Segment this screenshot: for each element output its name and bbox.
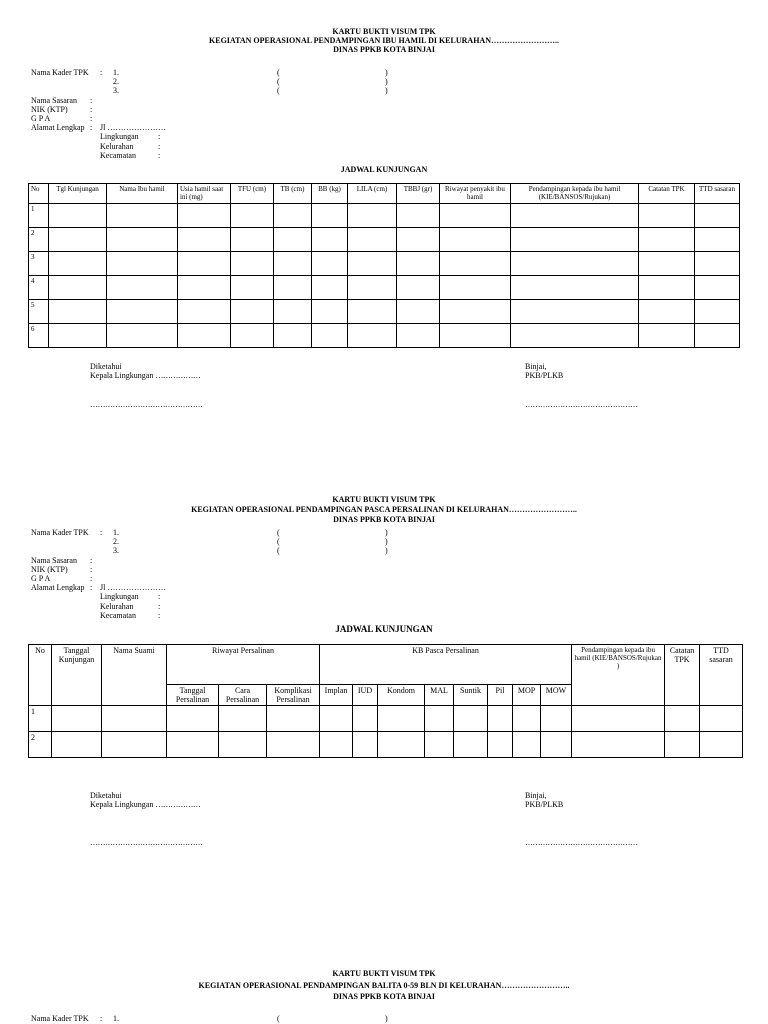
s2-jadwal-title: JADWAL KUNJUNGAN	[335, 624, 433, 634]
cell[interactable]	[348, 228, 397, 252]
cell[interactable]	[639, 276, 695, 300]
cell[interactable]	[178, 276, 231, 300]
s2-binjai: Binjai,	[525, 791, 547, 800]
cell[interactable]	[107, 204, 178, 228]
cell[interactable]	[348, 324, 397, 348]
col-header: No	[29, 184, 49, 204]
cell[interactable]	[348, 276, 397, 300]
cell[interactable]	[178, 252, 231, 276]
cell[interactable]	[425, 706, 454, 732]
cell[interactable]	[178, 204, 231, 228]
s1-identity-block	[31, 68, 431, 160]
cell[interactable]	[440, 228, 511, 252]
cell[interactable]	[511, 276, 639, 300]
paren-close: )	[385, 546, 388, 556]
colon: :	[158, 132, 161, 142]
s1-kepala-lingkungan	[90, 371, 200, 380]
label-gpa: G P A	[31, 573, 51, 583]
col-header: Riwayat penyakit ibu hamil	[440, 184, 511, 204]
kader-num-1: 1.	[113, 1014, 119, 1023]
cell[interactable]	[511, 204, 639, 228]
cell[interactable]	[107, 276, 178, 300]
row-number: 1	[29, 706, 52, 732]
cell[interactable]	[440, 324, 511, 348]
label-jl: Jl ………………….	[100, 583, 166, 593]
col-header: TB (cm)	[274, 184, 312, 204]
col-header: LILA (cm)	[348, 184, 397, 204]
cell[interactable]	[397, 204, 440, 228]
cell[interactable]	[378, 732, 425, 758]
table-row	[29, 276, 740, 300]
s3-identity-block	[31, 1014, 431, 1023]
sub-header: MOW	[541, 685, 572, 706]
s1-title: KARTU BUKTI VISUM TPK	[332, 27, 436, 36]
s1-agency: DINAS PPKB KOTA BINJAI	[333, 45, 435, 54]
cell[interactable]	[511, 324, 639, 348]
cell[interactable]	[397, 300, 440, 324]
cell[interactable]	[231, 228, 274, 252]
col-header: TTD sasaran	[695, 184, 740, 204]
cell[interactable]	[665, 706, 700, 732]
cell[interactable]	[49, 228, 107, 252]
table-row	[29, 252, 740, 276]
paren-open: (	[277, 537, 280, 547]
col-header: Tanggal Kunjungan	[52, 645, 102, 706]
row-number: 1	[29, 204, 49, 228]
table-row	[29, 324, 740, 348]
col-header: Catatan TPK	[639, 184, 695, 204]
col-header: Tgl Kunjungan	[49, 184, 107, 204]
cell[interactable]	[513, 706, 541, 732]
cell[interactable]	[178, 300, 231, 324]
cell[interactable]	[49, 204, 107, 228]
cell[interactable]	[397, 276, 440, 300]
col-header: BB (kg)	[312, 184, 348, 204]
s1-pkb: PKB/PLKB	[525, 371, 564, 380]
col-header: TTD sasaran	[700, 645, 743, 706]
paren-open: (	[277, 1014, 280, 1023]
cell[interactable]	[639, 300, 695, 324]
sub-header: MAL	[425, 685, 454, 706]
cell[interactable]	[572, 732, 665, 758]
cell[interactable]	[397, 228, 440, 252]
s2-header-row	[29, 645, 743, 685]
cell[interactable]	[454, 732, 488, 758]
cell[interactable]	[102, 732, 167, 758]
cell[interactable]	[49, 252, 107, 276]
s2-subtitle: KEGIATAN OPERASIONAL PENDAMPINGAN PASCA PERSALINAN DI KELURAHAN……………………..	[191, 505, 577, 514]
kader-num-2: 2.	[113, 77, 119, 87]
cell[interactable]	[107, 252, 178, 276]
kader-num-1: 1.	[113, 528, 119, 537]
table-row	[29, 204, 740, 228]
cell[interactable]	[639, 252, 695, 276]
label-alamat: Alamat Lengkap	[31, 123, 85, 133]
s2-identity-block	[31, 528, 431, 620]
cell[interactable]	[353, 706, 378, 732]
s1-binjai: Binjai,	[525, 362, 547, 371]
kader-num-3: 3.	[113, 546, 119, 556]
col-header: Catatan TPK	[665, 645, 700, 706]
cell[interactable]	[348, 300, 397, 324]
cell[interactable]	[513, 732, 541, 758]
colon: :	[158, 150, 161, 160]
label-kelurahan: Kelurahan	[100, 601, 134, 611]
sub-header: Implan	[320, 685, 353, 706]
table-row	[29, 732, 743, 758]
paren-open: (	[277, 68, 280, 77]
kader-num-1: 1.	[113, 68, 119, 77]
row-number: 2	[29, 732, 52, 758]
label-nik: NIK (KTP)	[31, 104, 68, 114]
cell[interactable]	[49, 300, 107, 324]
label-alamat: Alamat Lengkap	[31, 583, 85, 593]
s2-title: KARTU BUKTI VISUM TPK	[332, 495, 436, 504]
label-lingkungan: Lingkungan	[100, 132, 139, 142]
label-nama-kader: Nama Kader TPK	[31, 68, 89, 77]
sub-header: Cara Persalinan	[219, 685, 267, 706]
s2-sign-line-right: ………………………………………	[525, 838, 638, 847]
cell[interactable]	[274, 300, 312, 324]
kepala-dots: ………………	[155, 800, 201, 809]
cell[interactable]	[312, 204, 348, 228]
cell[interactable]	[52, 706, 102, 732]
s1-header-row	[29, 184, 740, 204]
col-header: No	[29, 645, 52, 706]
paren-close: )	[385, 1014, 388, 1023]
cell[interactable]	[397, 324, 440, 348]
cell[interactable]	[541, 706, 572, 732]
label-kelurahan: Kelurahan	[100, 141, 134, 151]
s2-pkb: PKB/PLKB	[525, 800, 564, 809]
sub-header: Kondom	[378, 685, 425, 706]
col-header: Usia hamil saat ini (mg)	[178, 184, 231, 204]
kader-num-3: 3.	[113, 86, 119, 96]
cell[interactable]	[274, 252, 312, 276]
cell[interactable]	[348, 252, 397, 276]
cell[interactable]	[440, 252, 511, 276]
cell[interactable]	[274, 228, 312, 252]
cell[interactable]	[511, 228, 639, 252]
colon: :	[158, 610, 161, 620]
paren-close: )	[385, 68, 388, 77]
paren-close: )	[385, 86, 388, 96]
colon: :	[90, 104, 93, 114]
cell[interactable]	[231, 300, 274, 324]
row-number: 4	[29, 276, 49, 300]
sub-header: MOP	[513, 685, 541, 706]
s1-sign-line-right: ………………………………………	[525, 400, 638, 409]
cell[interactable]	[312, 252, 348, 276]
kader-num-2: 2.	[113, 537, 119, 547]
cell[interactable]	[274, 324, 312, 348]
col-header: TFU (cm)	[231, 184, 274, 204]
colon: :	[158, 592, 161, 602]
col-header: Pendampingan kepada ibu hamil (KIE/BANSOS/Rujukan )	[572, 645, 665, 706]
kepala-dots: ………………	[155, 371, 201, 380]
col-header: KB Pasca Persalinan	[320, 645, 572, 685]
cell[interactable]	[231, 252, 274, 276]
colon: :	[100, 528, 103, 537]
cell[interactable]	[695, 204, 740, 228]
label-nama-kader: Nama Kader TPK	[31, 528, 89, 537]
cell[interactable]	[107, 324, 178, 348]
colon: :	[158, 141, 161, 151]
paren-close: )	[385, 77, 388, 87]
label-nama-kader: Nama Kader TPK	[31, 1014, 89, 1023]
colon: :	[90, 113, 93, 123]
cell[interactable]	[167, 732, 219, 758]
s2-diketahui: Diketahui	[90, 791, 122, 800]
table-row	[29, 228, 740, 252]
cell[interactable]	[274, 204, 312, 228]
cell[interactable]	[700, 706, 743, 732]
paren-close: )	[385, 537, 388, 547]
label-nik: NIK (KTP)	[31, 564, 68, 574]
table-row	[29, 706, 743, 732]
paren-open: (	[277, 528, 280, 537]
cell[interactable]	[665, 732, 700, 758]
paren-close: )	[385, 528, 388, 537]
cell[interactable]	[312, 324, 348, 348]
cell[interactable]	[440, 300, 511, 324]
colon: :	[100, 1014, 103, 1023]
cell[interactable]	[312, 228, 348, 252]
cell[interactable]	[52, 732, 102, 758]
col-header: Pendampingan kepada ibu hamil (KIE/BANSOS/Rujukan)	[511, 184, 639, 204]
cell[interactable]	[695, 228, 740, 252]
colon: :	[90, 583, 93, 593]
sub-header: IUD	[353, 685, 378, 706]
cell[interactable]	[107, 228, 178, 252]
kepala-label: Kepala Lingkungan	[90, 800, 154, 809]
col-header: TBBJ (gr)	[397, 184, 440, 204]
label-nama-sasaran: Nama Sasaran	[31, 555, 77, 565]
cell[interactable]	[312, 276, 348, 300]
s2-kepala-lingkungan	[90, 800, 200, 809]
cell[interactable]	[695, 276, 740, 300]
col-header: Nama Suami	[102, 645, 167, 706]
paren-open: (	[277, 546, 280, 556]
cell[interactable]	[700, 732, 743, 758]
cell[interactable]	[231, 204, 274, 228]
cell[interactable]	[639, 228, 695, 252]
label-nama-sasaran: Nama Sasaran	[31, 95, 77, 105]
cell[interactable]	[178, 228, 231, 252]
cell[interactable]	[511, 252, 639, 276]
cell[interactable]	[267, 706, 320, 732]
cell[interactable]	[167, 706, 219, 732]
cell[interactable]	[695, 252, 740, 276]
sub-header: Pil	[488, 685, 513, 706]
cell[interactable]	[695, 300, 740, 324]
cell[interactable]	[219, 732, 267, 758]
col-header: Nama Ibu hamil	[107, 184, 178, 204]
colon: :	[90, 123, 93, 133]
cell[interactable]	[219, 706, 267, 732]
cell[interactable]	[488, 732, 513, 758]
colon: :	[100, 68, 103, 77]
sub-header: Tanggal Persalinan	[167, 685, 219, 706]
cell[interactable]	[320, 732, 353, 758]
paren-open: (	[277, 86, 280, 96]
s3-subtitle: KEGIATAN OPERASIONAL PENDAMPINGAN BALITA 0-59 BLN DI KELURAHAN……………………..	[198, 981, 570, 990]
colon: :	[90, 573, 93, 583]
cell[interactable]	[353, 732, 378, 758]
cell[interactable]	[267, 732, 320, 758]
cell[interactable]	[49, 276, 107, 300]
s3-agency: DINAS PPKB KOTA BINJAI	[333, 992, 435, 1001]
cell[interactable]	[231, 276, 274, 300]
paren-open: (	[277, 77, 280, 87]
cell[interactable]	[397, 252, 440, 276]
cell[interactable]	[440, 204, 511, 228]
cell[interactable]	[488, 706, 513, 732]
cell[interactable]	[541, 732, 572, 758]
cell[interactable]	[107, 300, 178, 324]
kepala-label: Kepala Lingkungan	[90, 371, 154, 380]
s2-agency: DINAS PPKB KOTA BINJAI	[333, 515, 435, 524]
cell[interactable]	[639, 204, 695, 228]
colon: :	[90, 555, 93, 565]
cell[interactable]	[440, 276, 511, 300]
cell[interactable]	[49, 324, 107, 348]
label-lingkungan: Lingkungan	[100, 592, 139, 602]
cell[interactable]	[102, 706, 167, 732]
cell[interactable]	[378, 706, 425, 732]
cell[interactable]	[425, 732, 454, 758]
sub-header: Suntik	[454, 685, 488, 706]
cell[interactable]	[231, 324, 274, 348]
row-number: 2	[29, 228, 49, 252]
colon: :	[158, 601, 161, 611]
s1-sign-line-left: ………………………………………	[90, 400, 203, 409]
s1-visit-table	[28, 183, 740, 348]
label-gpa: G P A	[31, 113, 51, 123]
cell[interactable]	[312, 300, 348, 324]
colon: :	[90, 564, 93, 574]
label-jl: Jl ………………….	[100, 123, 166, 133]
cell[interactable]	[572, 706, 665, 732]
s1-jadwal-title: JADWAL KUNJUNGAN	[340, 165, 428, 174]
cell[interactable]	[348, 204, 397, 228]
cell[interactable]	[639, 324, 695, 348]
cell[interactable]	[511, 300, 639, 324]
s2-sign-line-left: ………………………………………	[90, 838, 203, 847]
colon: :	[90, 95, 93, 105]
cell[interactable]	[178, 324, 231, 348]
cell[interactable]	[454, 706, 488, 732]
s1-diketahui: Diketahui	[90, 362, 122, 371]
cell[interactable]	[320, 706, 353, 732]
s1-subtitle: KEGIATAN OPERASIONAL PENDAMPINGAN IBU HAMIL DI KELURAHAN……………………..	[209, 36, 559, 45]
s2-visit-table	[28, 644, 743, 758]
sub-header: Komplikasi Persalinan	[267, 685, 320, 706]
label-kecamatan: Kecamatan	[100, 150, 136, 160]
table-row	[29, 300, 740, 324]
col-header: Riwayat Persalinan	[167, 645, 320, 685]
row-number: 6	[29, 324, 49, 348]
cell[interactable]	[695, 324, 740, 348]
label-kecamatan: Kecamatan	[100, 610, 136, 620]
s3-title: KARTU BUKTI VISUM TPK	[332, 969, 436, 978]
row-number: 5	[29, 300, 49, 324]
cell[interactable]	[274, 276, 312, 300]
row-number: 3	[29, 252, 49, 276]
